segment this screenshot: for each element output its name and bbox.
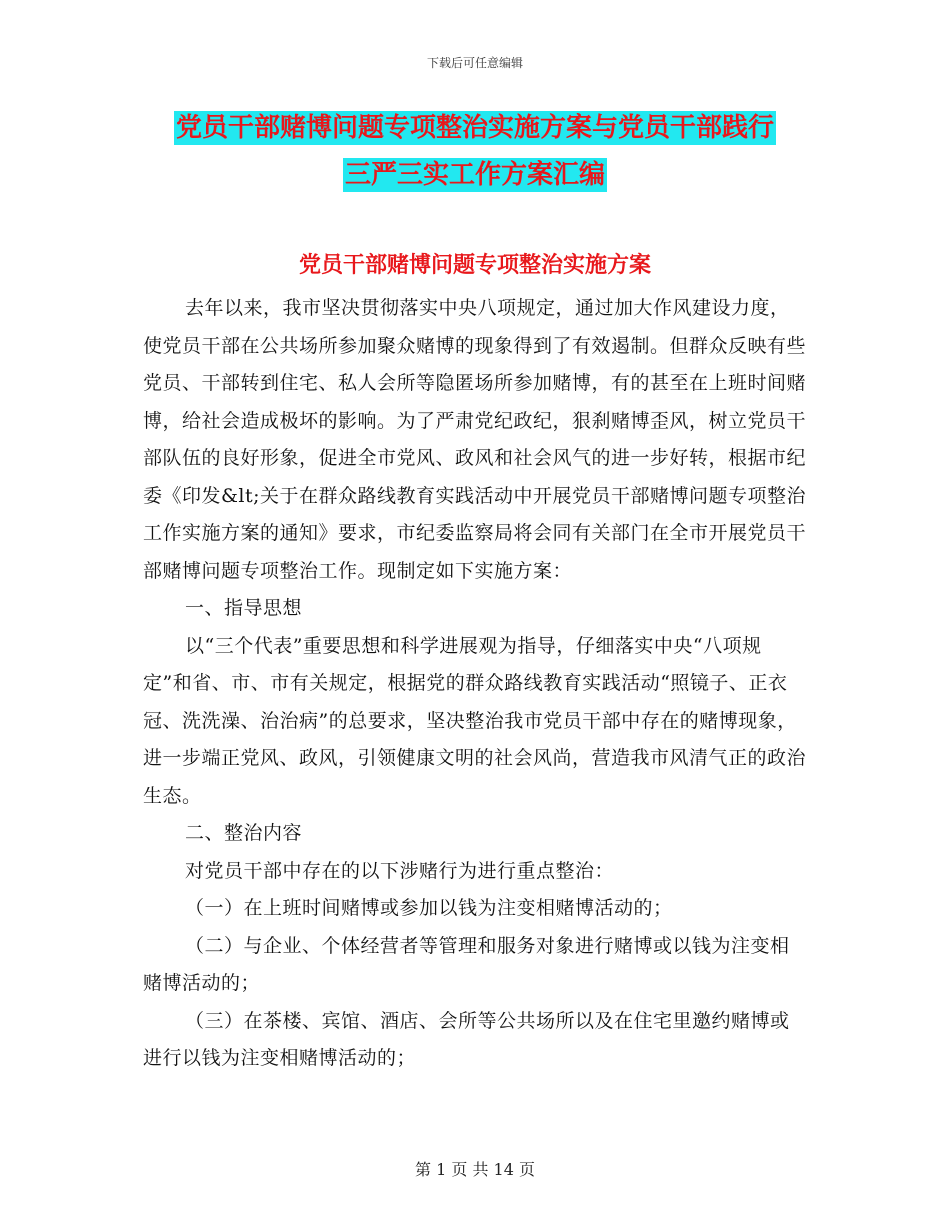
main-title-line-2 — [140, 157, 810, 193]
body-text — [143, 290, 807, 1078]
main-title-line-1 — [140, 110, 810, 146]
list-item-1: （一）在上班时间赌博或参加以钱为注变相赌博活动的； — [185, 897, 673, 919]
heading-guiding-ideology: 一、指导思想 — [185, 597, 303, 619]
main-title-text-1: 党员干部赌博问题专项整治实施方案与党员干部践行 — [175, 113, 774, 143]
main-title-text-2: 三严三实工作方案汇编 — [344, 160, 605, 190]
paragraph-rectification-lead: 对党员干部中存在的以下涉赌行为进行重点整治： — [185, 859, 615, 882]
heading-rectification-content: 二、整治内容 — [185, 822, 303, 844]
paragraph-guiding-ideology: 以“三个代表”重要思想和科学进展观为指导，仔细落实中央“八项规定”和省、市、市有关规定，根据党的群众路线教育实践活动“照镜子、正衣冠、洗洗澡、治治病”的总要求，坚决整治我市党员干部中存在的赌博现象，进一步端正党风、政风，引领健康文明的社会风尚，营造我市风清气正的政治生态。 — [143, 634, 807, 807]
list-item-2: （二）与企业、个体经营者等管理和服务对象进行赌博或以钱为注变相赌博活动的； — [143, 934, 790, 994]
header-note: 下载后可任意编辑 — [426, 56, 523, 70]
paragraph-intro: 去年以来，我市坚决贯彻落实中央八项规定，通过加大作风建设力度，使党员干部在公共场所参加聚众赌博的现象得到了有效遏制。但群众反映有些党员、干部转到住宅、私人会所等隐匿场所参加赌博，有的甚至在上班时间赌博，给社会造成极坏的影响。为了严肃党纪政纪，狠刹赌博歪风，树立党员干部队伍的良好形象，促进全市党风、政风和社会风气的进一步好转，根据市纪委《印发&lt;关于在群众路线教育实践活动中开展党员干部赌博问题专项整治工作实施方案的通知》要求，市纪委监察局将会同有关部门在全市开展党员干部赌博问题专项整治工作。现制定如下实施方案： — [143, 297, 807, 582]
section-title: 党员干部赌博问题专项整治实施方案 — [298, 253, 651, 278]
page-footer: 第 1 页 共 14 页 — [415, 1160, 535, 1179]
list-item-3: （三）在茶楼、宾馆、酒店、会所等公共场所以及在住宅里邀约赌博或进行以钱为注变相赌博活动的； — [143, 1009, 790, 1069]
